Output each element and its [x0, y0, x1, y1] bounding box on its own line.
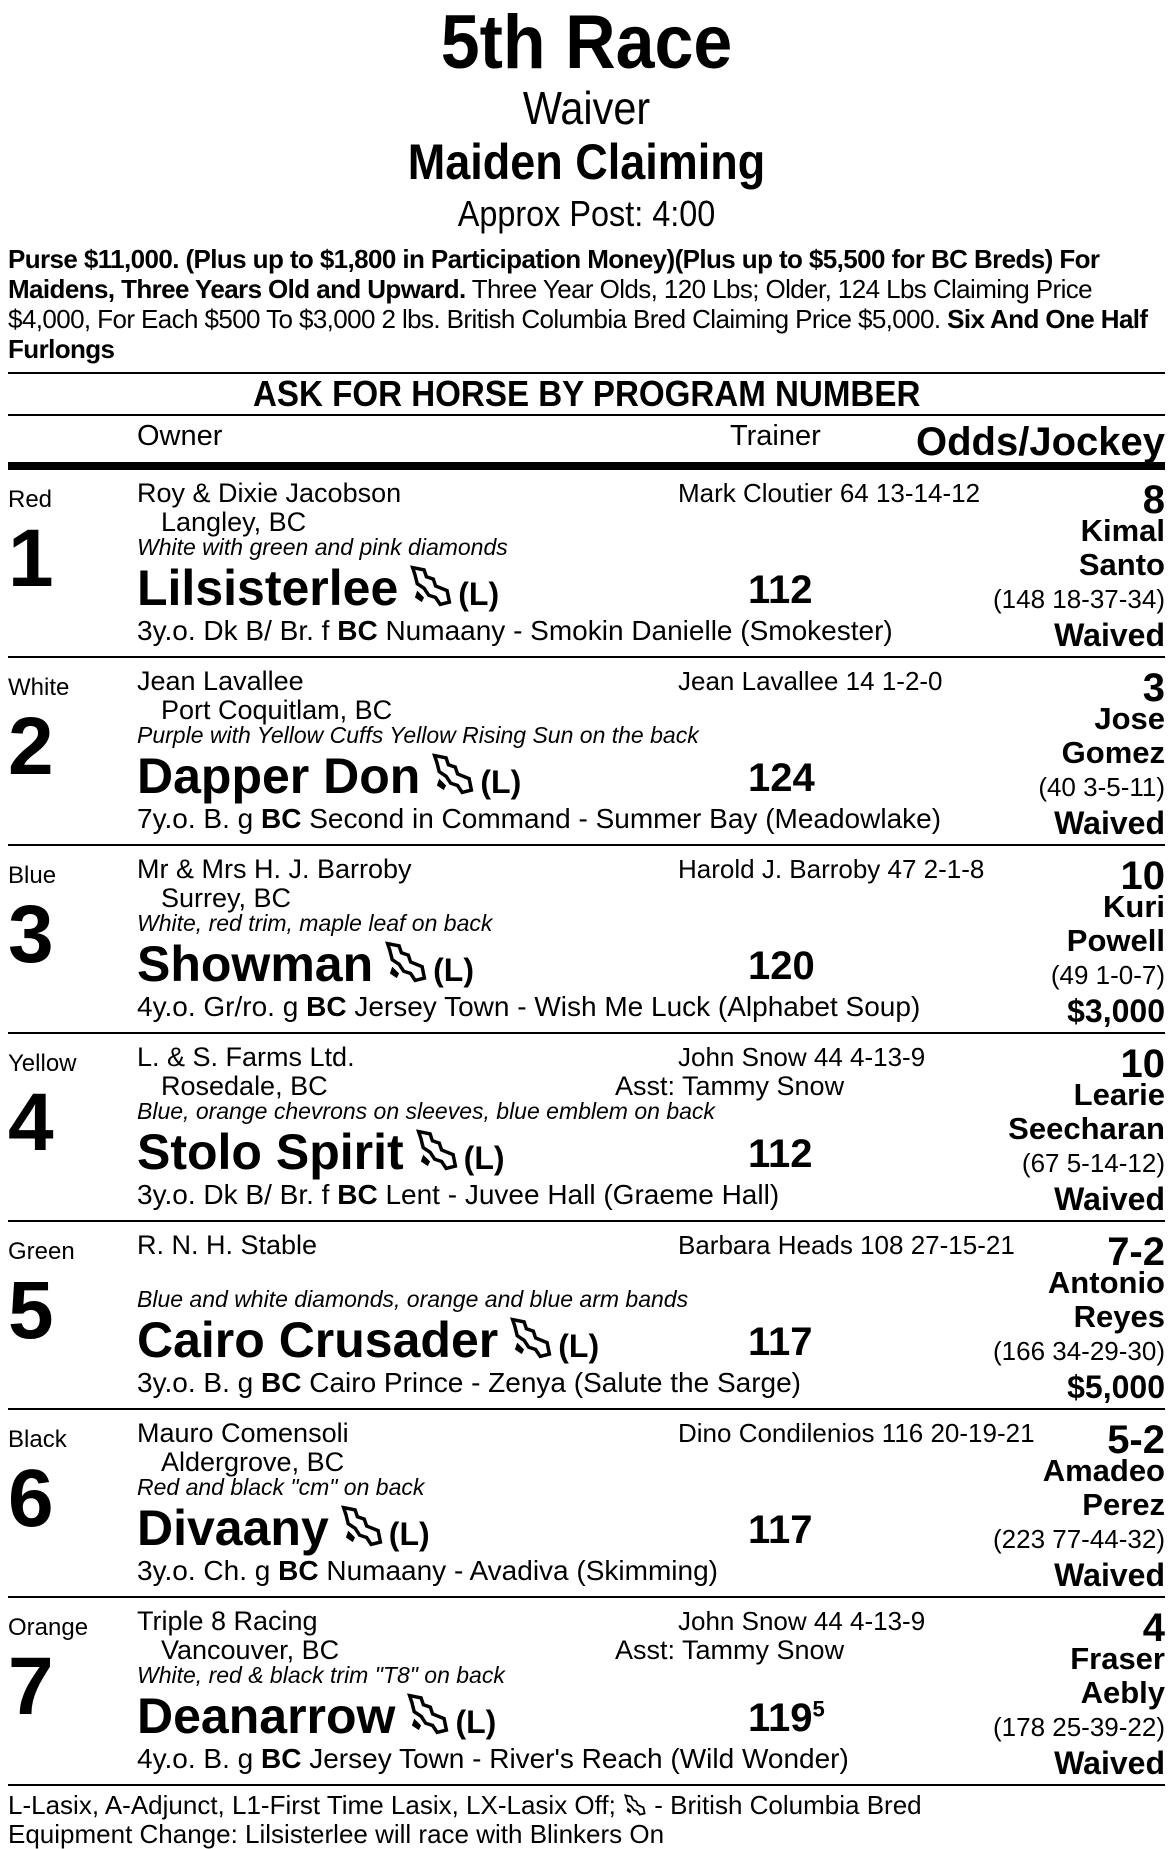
bc-bred-mark: BC — [261, 1743, 302, 1774]
column-odds-jockey: Odds/Jockey — [915, 420, 1165, 464]
jockey-name — [965, 1642, 1165, 1710]
jockey-last: Reyes — [1073, 1299, 1165, 1334]
weight — [748, 1508, 813, 1553]
pedigree-sire-dam: Second in Command - Summer Bay (Meadowlake) — [301, 803, 942, 834]
trainer-name: Dino Condilenios 116 20-19-21 — [678, 1418, 1035, 1448]
lasix-indicator: (L) — [455, 1704, 497, 1740]
morning-line-odds: 5-2 — [1107, 1418, 1165, 1462]
silks-description: Blue, orange chevrons on sleeves, blue emblem on back — [137, 1098, 715, 1124]
pedigree-age-sex: 4y.o. Gr/ro. g — [137, 991, 307, 1022]
horse-name-line — [137, 1312, 599, 1374]
horse-name-line — [137, 560, 499, 622]
jockey-first: Fraser — [1070, 1641, 1165, 1676]
morning-line-odds: 4 — [1142, 1606, 1165, 1650]
jockey-first: Amadeo — [1042, 1453, 1165, 1488]
column-trainer: Trainer — [730, 420, 821, 452]
pedigree-age-sex: 3y.o. Dk B/ Br. f — [137, 615, 338, 646]
equipment-change: Equipment Change: Lilsisterlee will race with Blinkers On — [8, 1819, 665, 1849]
trainer-name: John Snow 44 4-13-9 — [678, 1606, 926, 1636]
weight-value: 124 — [748, 756, 815, 800]
pedigree-sire-dam: Numaany - Avadiva (Skimming) — [318, 1555, 718, 1586]
british-columbia-map-icon — [414, 1127, 460, 1184]
weight-value: 112 — [748, 1132, 813, 1176]
column-header — [8, 416, 1165, 462]
silks-description: Red and black "cm" on back — [137, 1474, 425, 1500]
jockey-first: Kuri — [1103, 889, 1165, 924]
ask-banner — [8, 372, 1165, 414]
jockey-stats: (148 18-37-34) — [993, 584, 1165, 614]
legend-line — [8, 1792, 1165, 1821]
owner-name: Mauro Comensoli — [137, 1418, 349, 1448]
morning-line-odds: 10 — [1120, 1042, 1165, 1086]
owner-name: Roy & Dixie Jacobson — [137, 478, 402, 508]
race-program-page — [8, 0, 1165, 1847]
entry-row — [8, 846, 1165, 1034]
program-number: 6 — [8, 1453, 54, 1544]
jockey-stats: (49 1-0-7) — [1050, 960, 1165, 990]
weight-value: 117 — [748, 1508, 813, 1552]
british-columbia-map-icon — [508, 1315, 554, 1372]
horse-name-line — [137, 1124, 505, 1186]
pedigree — [137, 1743, 849, 1775]
morning-line-odds: 8 — [1142, 478, 1165, 522]
pedigree-sire-dam: Cairo Prince - Zenya (Salute the Sarge) — [301, 1367, 802, 1398]
program-number: 5 — [8, 1265, 54, 1356]
entry-row — [8, 1598, 1165, 1786]
pedigree-sire-dam: Jersey Town - River's Reach (Wild Wonder) — [301, 1743, 849, 1774]
bc-bred-mark: BC — [337, 615, 378, 646]
lasix-indicator: (L) — [480, 764, 522, 800]
silks-description: White, red trim, maple leaf on back — [137, 910, 493, 936]
race-title: 5th Race — [440, 0, 733, 85]
owner-name: Mr & Mrs H. J. Barroby — [137, 854, 412, 884]
saddlecloth-color: Black — [8, 1426, 67, 1453]
weight — [748, 1320, 813, 1365]
jockey-last: Perez — [1082, 1487, 1165, 1522]
horse-name-line — [137, 936, 474, 998]
bc-bred-mark: BC — [278, 1555, 319, 1586]
saddlecloth-color: White — [8, 674, 70, 701]
owner-name: R. N. H. Stable — [137, 1230, 318, 1260]
post-time: Approx Post: 4:00 — [457, 193, 716, 234]
race-subtitle: Waiver — [522, 82, 651, 134]
silks-description: White, red & black trim "T8" on back — [137, 1662, 505, 1688]
pedigree-sire-dam: Lent - Juvee Hall (Graeme Hall) — [377, 1179, 780, 1210]
pedigree — [137, 803, 941, 835]
assistant-trainer: Asst: Tammy Snow — [615, 1071, 845, 1101]
program-number: 7 — [8, 1641, 54, 1732]
jockey-stats: (40 3-5-11) — [1038, 772, 1165, 802]
lasix-indicator: (L) — [433, 952, 474, 988]
ask-text: ASK FOR HORSE BY PROGRAM NUMBER — [252, 373, 921, 414]
claiming-price: Waived — [1054, 1557, 1165, 1593]
saddlecloth-color: Red — [8, 486, 53, 513]
horse-name: Lilsisterlee — [137, 560, 399, 616]
entry-row — [8, 658, 1165, 846]
weight-value: 117 — [748, 1320, 813, 1364]
pedigree-age-sex: 4y.o. B. g — [137, 1743, 261, 1774]
claiming-price: Waived — [1054, 805, 1165, 841]
legend-text: L-Lasix, A-Adjunct, L1-First Time Lasix, LX-Lasix Off; — [8, 1790, 624, 1820]
saddlecloth-color: Yellow — [8, 1050, 77, 1077]
owner-location: Langley, BC — [161, 507, 307, 537]
bc-bred-mark: BC — [306, 991, 347, 1022]
british-columbia-map-icon — [405, 1691, 451, 1748]
footer-legend — [8, 1792, 1165, 1847]
weight-value: 112 — [748, 568, 813, 612]
lasix-indicator: (L) — [388, 1516, 430, 1552]
trainer-name: Jean Lavallee 14 1-2-0 — [678, 666, 943, 696]
pedigree-sire-dam: Numaany - Smokin Danielle (Smokester) — [377, 615, 893, 646]
owner-name: L. & S. Farms Ltd. — [137, 1042, 355, 1072]
weight — [748, 756, 815, 801]
silks-description: Purple with Yellow Cuffs Yellow Rising Sun on the back — [137, 722, 699, 748]
trainer-name: Harold J. Barroby 47 2-1-8 — [678, 854, 985, 884]
conditions-distance: Six And One Half Furlongs — [8, 304, 1148, 364]
british-columbia-map-icon — [408, 563, 454, 620]
entries-list — [8, 470, 1165, 1786]
lasix-indicator: (L) — [463, 1140, 505, 1176]
jockey-name — [965, 1266, 1165, 1334]
silks-description: White with green and pink diamonds — [137, 534, 508, 560]
pedigree — [137, 1179, 779, 1211]
horse-name: Deanarrow — [137, 1688, 396, 1744]
bc-bred-mark: BC — [337, 1179, 378, 1210]
pedigree — [137, 615, 893, 647]
entry-row — [8, 470, 1165, 658]
race-header — [8, 2, 1165, 236]
jockey-first: Jose — [1094, 701, 1165, 736]
jockey-last: Santo — [1078, 547, 1165, 582]
claiming-price: $3,000 — [1067, 993, 1165, 1029]
horse-name: Divaany — [137, 1500, 329, 1556]
pedigree-age-sex: 3y.o. B. g — [137, 1367, 261, 1398]
owner-location: Vancouver, BC — [161, 1635, 340, 1665]
weight — [748, 1132, 813, 1177]
pedigree-sire-dam: Jersey Town - Wish Me Luck (Alphabet Soup) — [346, 991, 921, 1022]
horse-name-line — [137, 1688, 496, 1750]
silks-description: Blue and white diamonds, orange and blue arm bands — [137, 1286, 689, 1312]
entry-row — [8, 1410, 1165, 1598]
jockey-first: Learie — [1073, 1077, 1165, 1112]
horse-name: Stolo Spirit — [137, 1124, 404, 1180]
legend-bc-text: - British Columbia Bred — [647, 1790, 922, 1820]
conditions-body: Three Year Olds, 120 Lbs; Older, 124 Lbs Claiming Price $4,000, For Each $500 To $3,000 2 lbs. British Columbia Bred Claiming Price $5,000. — [8, 274, 1093, 334]
conditions-intro: Purse $11,000. (Plus up to $1,800 in Participation Money)(Plus up to $5,500 for BC Breds) For Maidens, Three Years Old and Upward. — [8, 244, 1100, 304]
claiming-price: Waived — [1054, 617, 1165, 653]
trainer-name: Barbara Heads 108 27-15-21 — [678, 1230, 1015, 1260]
horse-name: Cairo Crusader — [137, 1312, 499, 1368]
pedigree — [137, 1367, 801, 1399]
pedigree-age-sex: 3y.o. Ch. g — [137, 1555, 279, 1586]
british-columbia-map-icon — [383, 939, 429, 996]
jockey-last: Gomez — [1061, 735, 1165, 770]
lasix-indicator: (L) — [558, 1328, 600, 1364]
program-number: 3 — [8, 889, 54, 980]
weight — [748, 1696, 825, 1741]
program-number: 4 — [8, 1077, 54, 1168]
program-number: 2 — [8, 701, 54, 792]
jockey-last: Powell — [1066, 923, 1165, 958]
saddlecloth-color: Orange — [8, 1614, 89, 1641]
jockey-stats: (67 5-14-12) — [1021, 1148, 1165, 1178]
weight-allowance: 5 — [812, 1696, 825, 1722]
weight-value: 119 — [748, 1696, 813, 1740]
weight-value: 120 — [748, 944, 815, 988]
program-number: 1 — [8, 513, 54, 604]
morning-line-odds: 10 — [1120, 854, 1165, 898]
owner-name: Triple 8 Racing — [137, 1606, 318, 1636]
jockey-stats: (166 34-29-30) — [993, 1336, 1165, 1366]
jockey-name — [965, 1454, 1165, 1522]
jockey-stats: (178 25-39-22) — [993, 1712, 1165, 1742]
column-owner: Owner — [137, 420, 223, 452]
assistant-trainer: Asst: Tammy Snow — [615, 1635, 845, 1665]
jockey-name — [965, 702, 1165, 770]
owner-name: Jean Lavallee — [137, 666, 304, 696]
horse-name-line — [137, 1500, 430, 1562]
entry-row — [8, 1222, 1165, 1410]
owner-location: Port Coquitlam, BC — [161, 695, 393, 725]
lasix-indicator: (L) — [458, 576, 500, 612]
pedigree — [137, 1555, 718, 1587]
jockey-last: Aebly — [1080, 1675, 1165, 1710]
horse-name-line — [137, 748, 521, 810]
jockey-name — [965, 514, 1165, 582]
bc-bred-mark: BC — [261, 1367, 302, 1398]
morning-line-odds: 7-2 — [1107, 1230, 1165, 1274]
race-conditions — [8, 244, 1165, 364]
trainer-name: Mark Cloutier 64 13-14-12 — [678, 478, 981, 508]
trainer-name: John Snow 44 4-13-9 — [678, 1042, 926, 1072]
pedigree-age-sex: 3y.o. Dk B/ Br. f — [137, 1179, 338, 1210]
owner-location: Aldergrove, BC — [161, 1447, 345, 1477]
race-type: Maiden Claiming — [407, 134, 766, 190]
jockey-stats: (223 77-44-32) — [993, 1524, 1165, 1554]
entry-row — [8, 1034, 1165, 1222]
jockey-name — [965, 890, 1165, 958]
pedigree-age-sex: 7y.o. B. g — [137, 803, 261, 834]
saddlecloth-color: Green — [8, 1238, 75, 1265]
horse-name: Dapper Don — [137, 748, 421, 804]
jockey-first: Kimal — [1080, 513, 1165, 548]
weight — [748, 944, 815, 989]
owner-location: Surrey, BC — [161, 883, 292, 913]
saddlecloth-color: Blue — [8, 862, 57, 889]
claiming-price: Waived — [1054, 1745, 1165, 1781]
claiming-price: $5,000 — [1067, 1369, 1165, 1405]
owner-location: Rosedale, BC — [161, 1071, 328, 1101]
horse-name: Showman — [137, 936, 374, 992]
british-columbia-map-icon — [339, 1503, 385, 1560]
pedigree — [137, 991, 920, 1023]
jockey-name — [965, 1078, 1165, 1146]
jockey-last: Seecharan — [1008, 1111, 1165, 1146]
claiming-price: Waived — [1054, 1181, 1165, 1217]
british-columbia-map-icon — [430, 751, 476, 808]
morning-line-odds: 3 — [1142, 666, 1165, 710]
bc-bred-mark: BC — [261, 803, 302, 834]
weight — [748, 568, 813, 613]
british-columbia-map-icon — [623, 1793, 647, 1821]
jockey-first: Antonio — [1047, 1265, 1165, 1300]
